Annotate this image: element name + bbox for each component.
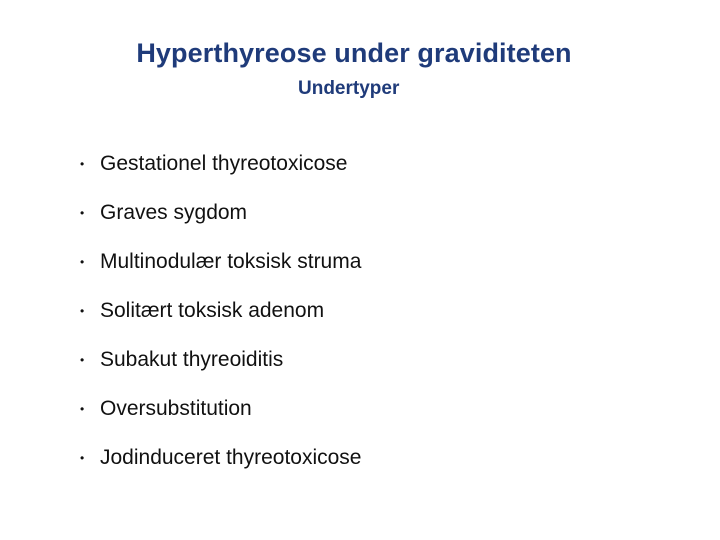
list-item-text: Gestationel thyreotoxicose <box>100 151 348 175</box>
list-item <box>80 286 362 335</box>
bullet-icon: • <box>80 254 85 269</box>
list-item <box>80 384 362 433</box>
slide-title: Hyperthyreose under graviditeten <box>136 38 572 68</box>
list-item-text: Multinodulær toksisk struma <box>100 249 362 273</box>
list-item <box>80 335 362 384</box>
bullet-icon: • <box>80 450 85 465</box>
bullet-list <box>80 139 362 482</box>
bullet-icon: • <box>80 303 85 318</box>
bullet-icon: • <box>80 156 85 171</box>
list-item <box>80 188 362 237</box>
slide-subtitle: Undertyper <box>298 78 400 99</box>
list-item <box>80 237 362 286</box>
list-item-text: Jodinduceret thyreotoxicose <box>100 445 362 469</box>
bullet-icon: • <box>80 352 85 367</box>
list-item <box>80 433 362 482</box>
list-item-text: Solitært toksisk adenom <box>100 298 325 322</box>
list-item-text: Graves sygdom <box>100 200 248 224</box>
bullet-icon: • <box>80 401 85 416</box>
list-item-text: Oversubstitution <box>100 396 252 420</box>
list-item <box>80 139 362 188</box>
bullet-icon: • <box>80 205 85 220</box>
list-item-text: Subakut thyreoiditis <box>100 347 284 371</box>
